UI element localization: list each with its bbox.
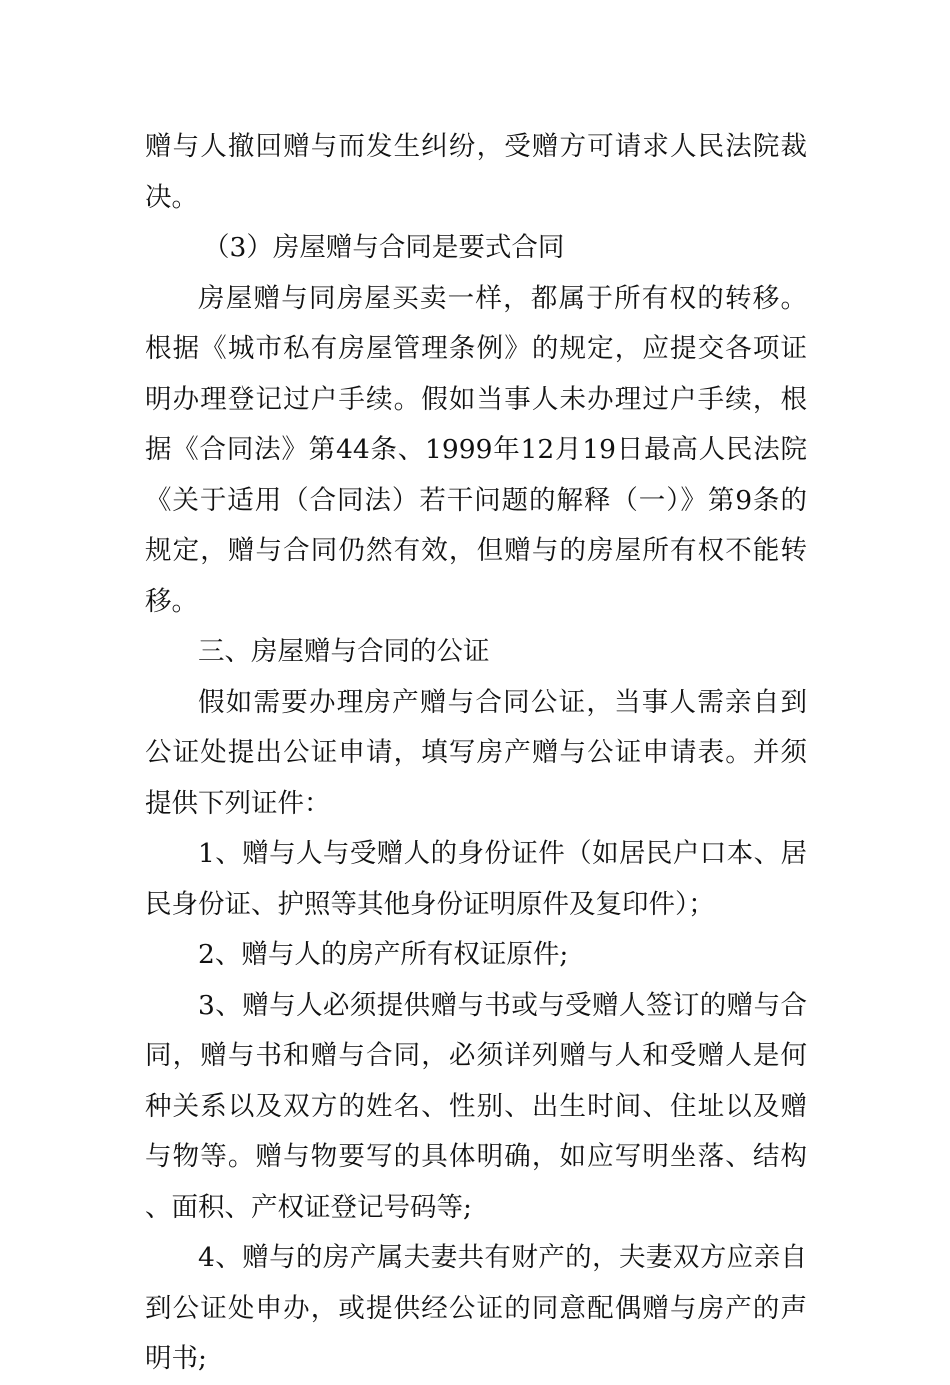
list-item-property-certificate: 2、赠与人的房产所有权证原件; xyxy=(198,939,569,970)
list-item-gift-contract: 3、赠与人必须提供赠与书或与受赠人签订的赠与合同，赠与书和赠与合同，必须详列赠与人和受赠人是何种关系以及双方的姓名、性别、出生时间、住址以及赠与物等。赠与物要写的具体明确，如应写明坐落、结构、面积、产权证登记号码等; xyxy=(145,989,807,1223)
list-item-joint-property: 4、赠与的房产属夫妻共有财产的，夫妻双方应亲自到公证处申办，或提供经公证的同意配偶赠与房产的声明书; xyxy=(145,1242,807,1374)
heading-formal-contract: （3）房屋赠与合同是要式合同 xyxy=(203,232,565,263)
document-body xyxy=(145,122,807,1385)
list-item-identity-documents: 1、赠与人与受赠人的身份证件（如居民户口本、居民身份证、护照等其他身份证明原件及复印件）； xyxy=(145,838,807,920)
paragraph-ownership-transfer: 房屋赠与同房屋买卖一样，都属于所有权的转移。根据《城市私有房屋管理条例》的规定，应提交各项证明办理登记过户手续。假如当事人未办理过户手续，根据《合同法》第44条、1999年12月19日最高人民法院《关于适用（合同法）若干问题的解释（一）》第9条的规定，赠与合同仍然有效，但赠与的房屋所有权不能转移。 xyxy=(145,282,807,617)
paragraph-notarization-application: 假如需要办理房产赠与合同公证，当事人需亲自到公证处提出公证申请，填写房产赠与公证申请表。并须提供下列证件： xyxy=(145,686,807,819)
paragraph-gift-revocation-dispute: 赠与人撤回赠与而发生纠纷，受赠方可请求人民法院裁决。 xyxy=(145,131,807,213)
heading-notarization: 三、房屋赠与合同的公证 xyxy=(198,636,490,667)
